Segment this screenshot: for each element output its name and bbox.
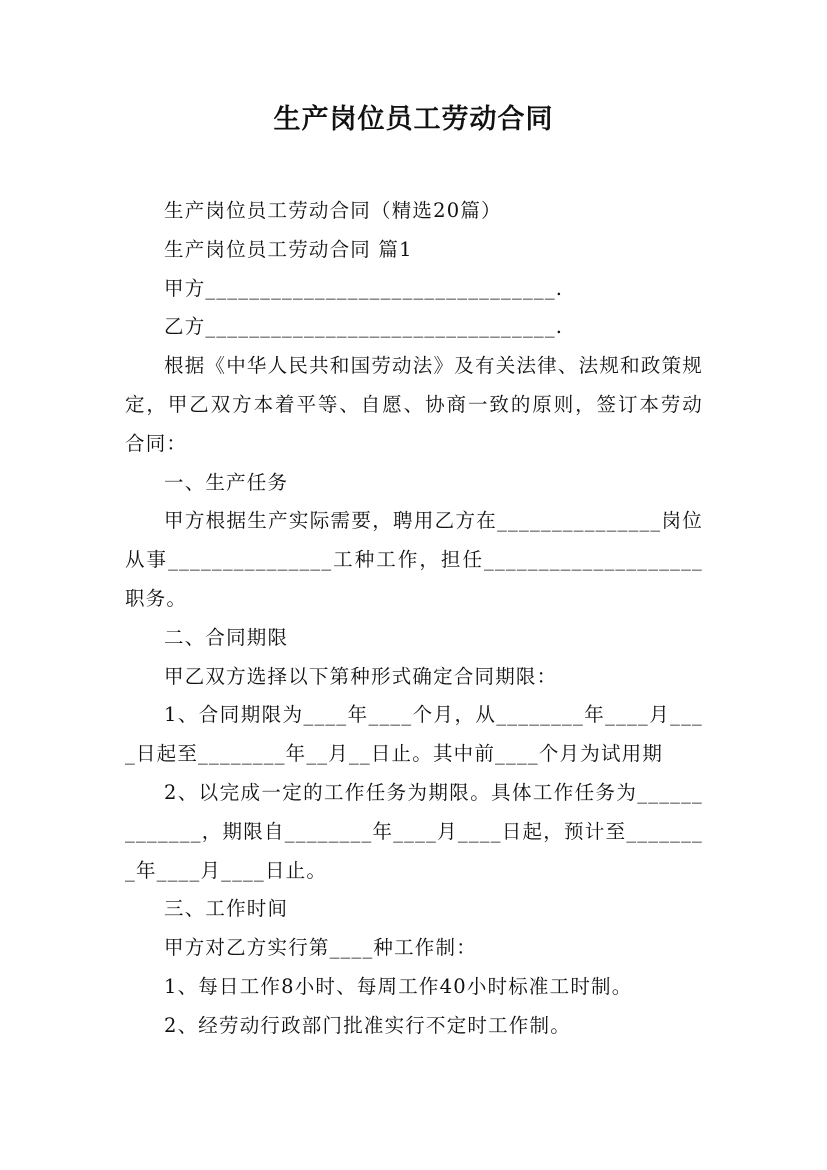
paragraph-term-option-1: 1、合同期限为____年____个月，从________年____月____日起至________年__月__日止。其中前____个月为试用期: [125, 703, 703, 766]
paragraph-flexible-hours: 2、经劳动行政部门批准实行不定时工作制。: [164, 1013, 571, 1037]
paragraph-section-heading: 生产岗位员工劳动合同 篇1: [164, 237, 413, 261]
party-a-line: 甲方________________________________.: [164, 276, 564, 300]
document-body: [125, 192, 703, 1046]
paragraph-subtitle: 生产岗位员工劳动合同（精选20篇）: [164, 199, 502, 222]
paragraph-production-task: 甲方根据生产实际需要，聘用乙方在_______________岗位从事_______________工种工作，担任____________________职务。: [125, 509, 703, 610]
paragraph-standard-hours: 1、每日工作8小时、每周工作40小时标准工时制。: [164, 974, 633, 998]
heading-working-hours: 三、工作时间: [164, 897, 289, 921]
paragraph-term-option-2: 2、以完成一定的工作任务为期限。具体工作任务为_____________，期限自________年____月____日起，预计至________年____月____日止。: [125, 780, 703, 882]
heading-production-task: 一、生产任务: [164, 470, 289, 494]
paragraph-intro: 根据《中华人民共和国劳动法》及有关法律、法规和政策规定，甲乙双方本着平等、自愿、协商一致的原则，签订本劳动合同：: [125, 354, 703, 455]
document-title: 生产岗位员工劳动合同: [273, 104, 554, 135]
heading-contract-term: 二、合同期限: [164, 625, 289, 649]
paragraph-work-system: 甲方对乙方实行第____种工作制：: [164, 936, 477, 960]
party-b-line: 乙方________________________________.: [164, 315, 564, 339]
paragraph-term-choice: 甲乙双方选择以下第种形式确定合同期限：: [164, 664, 558, 688]
